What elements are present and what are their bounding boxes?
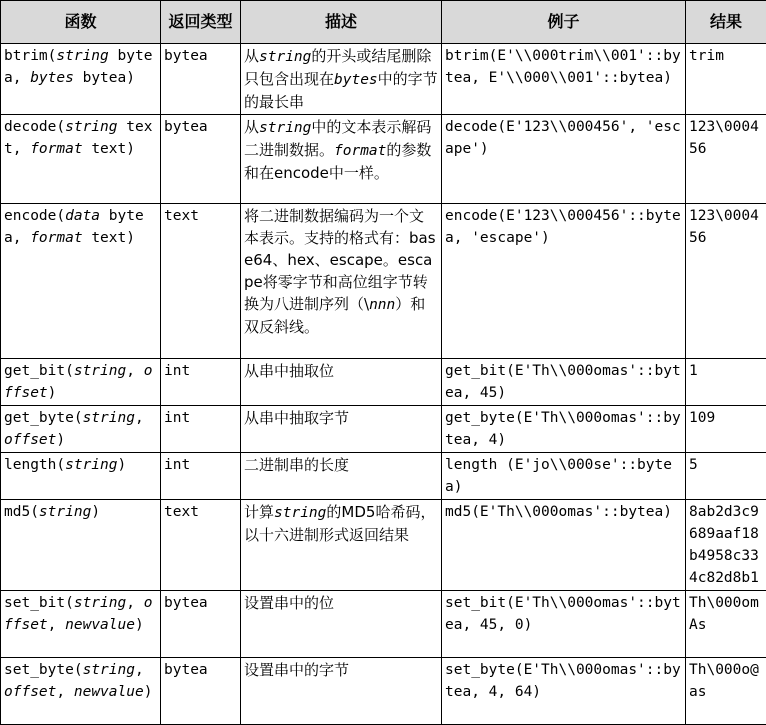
description bbox=[241, 500, 442, 591]
text-segment: , bbox=[48, 617, 65, 633]
text-segment: bytea, bbox=[4, 208, 144, 246]
text-segment: ）和双反斜线。 bbox=[244, 295, 425, 336]
table-row bbox=[1, 500, 766, 591]
function-signature bbox=[1, 658, 161, 725]
description bbox=[241, 591, 442, 658]
result: Th\000omAs bbox=[686, 591, 766, 658]
parameter-name: string bbox=[74, 363, 126, 379]
parameter-name: string bbox=[83, 410, 135, 426]
table-row bbox=[1, 204, 766, 359]
header-return-type: 返回类型 bbox=[161, 1, 241, 44]
parameter-name: string bbox=[259, 49, 311, 65]
text-segment: get_bit( bbox=[4, 363, 74, 379]
return-type: int bbox=[161, 359, 241, 406]
table-row bbox=[1, 591, 766, 658]
function-signature bbox=[1, 359, 161, 406]
table-body bbox=[1, 44, 766, 725]
text-segment: , bbox=[126, 363, 143, 379]
text-segment: set_bit( bbox=[4, 595, 74, 611]
parameter-name: format bbox=[30, 141, 82, 157]
result: 123\000456 bbox=[686, 204, 766, 359]
parameter-name: newvalue bbox=[65, 617, 135, 633]
description bbox=[241, 115, 442, 204]
return-type: text bbox=[161, 500, 241, 591]
parameter-name: string bbox=[56, 48, 108, 64]
text-segment: 从 bbox=[244, 118, 259, 136]
result: 1 bbox=[686, 359, 766, 406]
function-signature bbox=[1, 453, 161, 500]
description bbox=[241, 359, 442, 406]
text-segment: , bbox=[56, 684, 73, 700]
parameter-name: newvalue bbox=[74, 684, 144, 700]
parameter-name: offset bbox=[4, 432, 56, 448]
example: encode(E'123\\000456'::bytea, 'escape') bbox=[442, 204, 686, 359]
parameter-name: offset bbox=[4, 684, 56, 700]
text-segment: 从 bbox=[244, 47, 259, 65]
text-segment: bytea, bbox=[4, 48, 152, 86]
example: decode(E'123\\000456', 'escape') bbox=[442, 115, 686, 204]
text-segment: encode( bbox=[4, 208, 65, 224]
text-segment: 从串中抽取位 bbox=[244, 362, 334, 380]
text-segment: 中的字节的最长串 bbox=[244, 70, 438, 111]
text-segment: decode( bbox=[4, 119, 65, 135]
example: set_byte(E'Th\\000omas'::bytea, 4, 64) bbox=[442, 658, 686, 725]
example: set_bit(E'Th\\000omas'::bytea, 45, 0) bbox=[442, 591, 686, 658]
text-segment: 二进制串的长度 bbox=[244, 456, 349, 474]
example: md5(E'Th\\000omas'::bytea) bbox=[442, 500, 686, 591]
text-segment: 设置串中的字节 bbox=[244, 661, 349, 679]
header-example: 例子 bbox=[442, 1, 686, 44]
parameter-name: bytes bbox=[334, 72, 378, 88]
result: 8ab2d3c9689aaf18b4958c334c82d8b1 bbox=[686, 500, 766, 591]
description bbox=[241, 204, 442, 359]
text-segment: ) bbox=[48, 385, 57, 401]
text-segment: ) bbox=[118, 457, 127, 473]
header-description: 描述 bbox=[241, 1, 442, 44]
description bbox=[241, 658, 442, 725]
text-segment: ) bbox=[144, 684, 153, 700]
return-type: int bbox=[161, 453, 241, 500]
text-segment: 中的文本表示解码二进制数据。 bbox=[244, 118, 431, 159]
table-header-row bbox=[1, 1, 766, 44]
parameter-name: string bbox=[274, 505, 326, 521]
header-function: 函数 bbox=[1, 1, 161, 44]
function-signature bbox=[1, 591, 161, 658]
text-segment: text, bbox=[4, 119, 152, 157]
text-segment: 的开头或结尾删除只包含出现在 bbox=[244, 47, 431, 88]
parameter-name: bytes bbox=[30, 70, 74, 86]
table-row bbox=[1, 44, 766, 115]
text-segment: 从串中抽取字节 bbox=[244, 409, 349, 427]
description bbox=[241, 453, 442, 500]
text-segment: text) bbox=[83, 141, 135, 157]
text-segment: , bbox=[135, 662, 144, 678]
description bbox=[241, 406, 442, 453]
parameter-name: string bbox=[74, 595, 126, 611]
function-signature bbox=[1, 44, 161, 115]
text-segment: btrim( bbox=[4, 48, 56, 64]
text-segment: 将二进制数据编码为一个文本表示。支持的格式有：base64、hex、escape。escape将零字节和高位组字节转换为八进制序列（\ bbox=[244, 207, 436, 313]
text-segment: set_byte( bbox=[4, 662, 83, 678]
table-row bbox=[1, 115, 766, 204]
header-result: 结果 bbox=[686, 1, 766, 44]
result: 123\000456 bbox=[686, 115, 766, 204]
text-segment: , bbox=[126, 595, 143, 611]
parameter-name: string bbox=[65, 457, 117, 473]
example: get_byte(E'Th\\000omas'::bytea, 4) bbox=[442, 406, 686, 453]
parameter-name: string bbox=[259, 120, 311, 136]
return-type: text bbox=[161, 204, 241, 359]
return-type: bytea bbox=[161, 115, 241, 204]
return-type: bytea bbox=[161, 591, 241, 658]
function-signature bbox=[1, 500, 161, 591]
parameter-name: format bbox=[334, 143, 386, 159]
description bbox=[241, 44, 442, 115]
text-segment: bytea) bbox=[74, 70, 135, 86]
text-segment: length( bbox=[4, 457, 65, 473]
result: 5 bbox=[686, 453, 766, 500]
text-segment: , bbox=[135, 410, 144, 426]
text-segment: 的MD5哈希码，以十六进制形式返回结果 bbox=[244, 503, 435, 544]
parameter-name: offset bbox=[4, 363, 152, 401]
table-row bbox=[1, 359, 766, 406]
parameter-name: string bbox=[39, 504, 91, 520]
text-segment: ) bbox=[56, 432, 65, 448]
example: btrim(E'\\000trim\\001'::bytea, E'\\000\\001'::bytea) bbox=[442, 44, 686, 115]
parameter-name: format bbox=[30, 230, 82, 246]
return-type: bytea bbox=[161, 44, 241, 115]
text-segment: ) bbox=[135, 617, 144, 633]
example: get_bit(E'Th\\000omas'::bytea, 45) bbox=[442, 359, 686, 406]
result: Th\000o@as bbox=[686, 658, 766, 725]
text-segment: md5( bbox=[4, 504, 39, 520]
text-segment: text) bbox=[83, 230, 135, 246]
function-signature bbox=[1, 115, 161, 204]
return-type: int bbox=[161, 406, 241, 453]
example: length (E'jo\\000se'::bytea) bbox=[442, 453, 686, 500]
function-signature bbox=[1, 204, 161, 359]
parameter-name: string bbox=[65, 119, 117, 135]
text-segment: 设置串中的位 bbox=[244, 594, 334, 612]
table-row bbox=[1, 658, 766, 725]
function-signature bbox=[1, 406, 161, 453]
text-segment: 计算 bbox=[244, 503, 274, 521]
parameter-name: nnn bbox=[369, 297, 395, 313]
return-type: bytea bbox=[161, 658, 241, 725]
table-row bbox=[1, 453, 766, 500]
table-row bbox=[1, 406, 766, 453]
result: trim bbox=[686, 44, 766, 115]
result: 109 bbox=[686, 406, 766, 453]
parameter-name: string bbox=[83, 662, 135, 678]
text-segment: get_byte( bbox=[4, 410, 83, 426]
parameter-name: offset bbox=[4, 595, 152, 633]
parameter-name: data bbox=[65, 208, 100, 224]
text-segment: 的参数和在encode中一样。 bbox=[244, 141, 431, 182]
text-segment: ) bbox=[91, 504, 100, 520]
